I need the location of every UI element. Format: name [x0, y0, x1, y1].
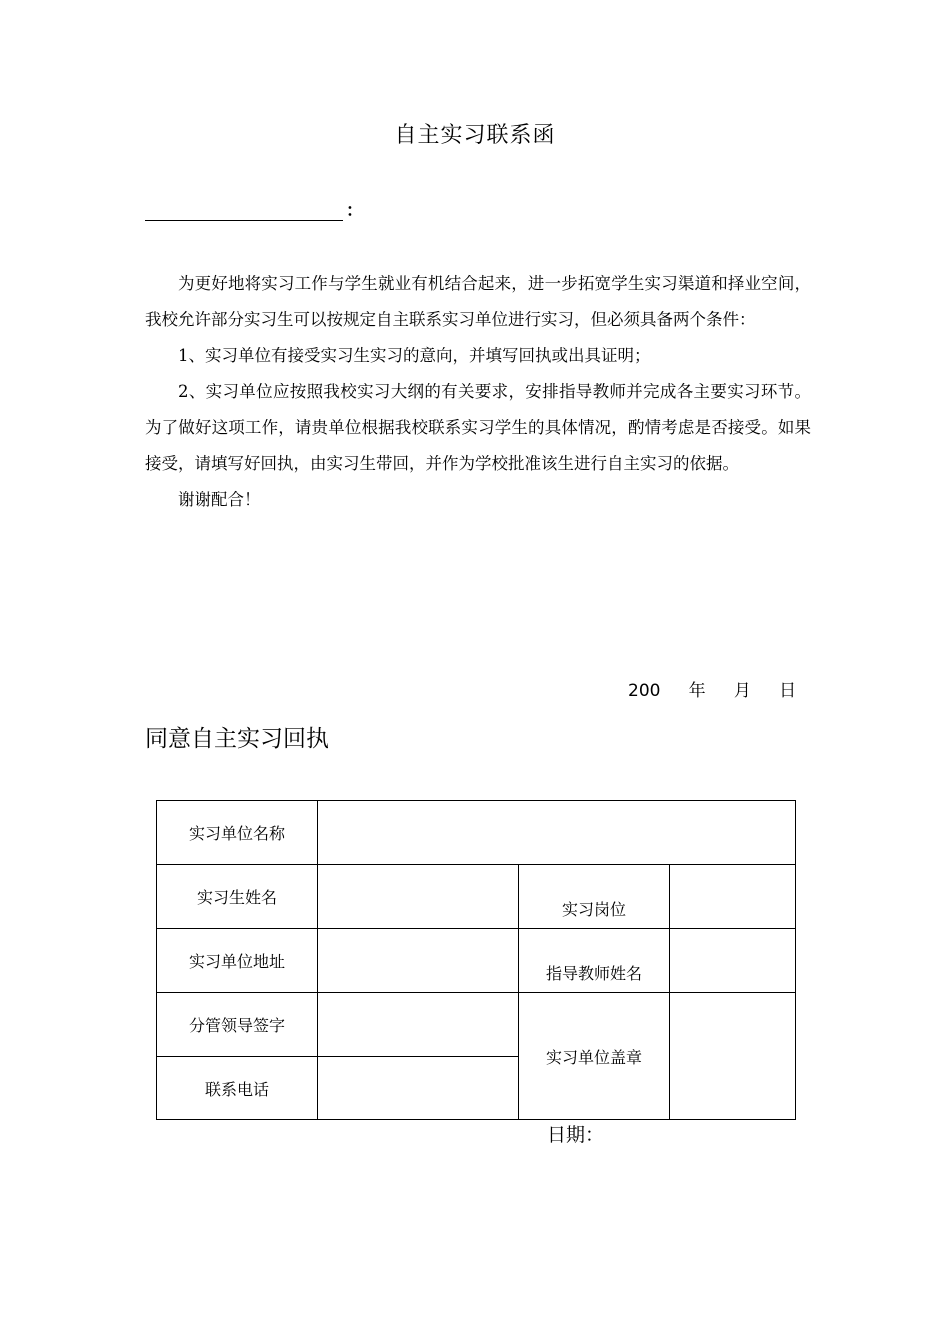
student-name-field[interactable] [318, 865, 519, 929]
position-label: 实习岗位 [519, 865, 670, 929]
letter-body [145, 266, 811, 518]
intro-paragraph: 为更好地将实习工作与学生就业有机结合起来，进一步拓宽学生实习渠道和择业空间，我校允许部分实习生可以按规定自主联系实习单位进行实习，但必须具备两个条件： [145, 274, 811, 329]
phone-field[interactable] [318, 1057, 519, 1120]
unit-seal-label: 实习单位盖章 [519, 993, 670, 1120]
phone-label: 联系电话 [157, 1057, 318, 1120]
unit-name-field[interactable] [318, 801, 796, 865]
addressee-blank [145, 196, 363, 221]
receipt-form-table [156, 800, 796, 1120]
addressee-colon: ： [346, 201, 363, 221]
letter-title: 自主实习联系函 [394, 123, 556, 148]
position-field[interactable] [670, 865, 796, 929]
unit-name-label: 实习单位名称 [157, 801, 318, 865]
receipt-title: 同意自主实习回执 [145, 726, 329, 752]
leader-signature-label: 分管领导签字 [157, 993, 318, 1057]
leader-signature-field[interactable] [318, 993, 519, 1057]
receipt-date-label: 日期： [547, 1124, 605, 1146]
unit-address-field[interactable] [318, 929, 519, 993]
unit-seal-field[interactable] [670, 993, 796, 1120]
thanks-paragraph: 谢谢配合！ [178, 490, 261, 509]
unit-address-label: 实习单位地址 [157, 929, 318, 993]
condition-1-paragraph: 1、实习单位有接受实习生实习的意向，并填写回执或出具证明； [178, 346, 651, 365]
addressee-underline [145, 196, 343, 221]
teacher-name-label: 指导教师姓名 [519, 929, 670, 993]
letter-date: 200 年 月 日 [628, 681, 797, 701]
student-name-label: 实习生姓名 [157, 865, 318, 929]
teacher-name-field[interactable] [670, 929, 796, 993]
condition-2-paragraph: 2、实习单位应按照我校实习大纲的有关要求，安排指导教师并完成各主要实习环节。为了做好这项工作，请贵单位根据我校联系实习学生的具体情况，酌情考虑是否接受。如果接受，请填写好回执，由实习生带回，并作为学校批准该生进行自主实习的依据。 [145, 382, 811, 473]
